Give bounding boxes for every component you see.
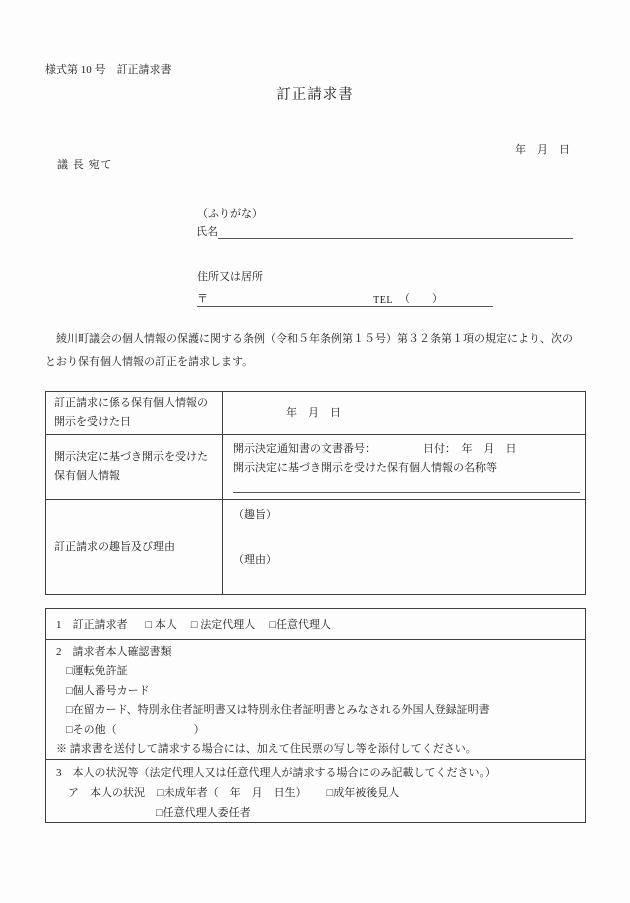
name-label: 氏名 xyxy=(196,226,218,238)
table-row xyxy=(46,500,586,595)
reason-label: （理由） xyxy=(233,554,277,566)
postal-mark: 〒 xyxy=(197,293,208,305)
address-label: 住所又は居所 xyxy=(197,271,263,283)
checkbox-option-my-number-card: □個人番号カード xyxy=(66,684,150,697)
checkbox-option-minor: □未成年者（ 年 月 日生） xyxy=(157,787,307,799)
tel-label: TEL xyxy=(373,295,393,306)
disclosure-date-value: 年 月 日 xyxy=(223,392,586,435)
date-line: 年 月 日 xyxy=(515,144,570,156)
checkbox-option-residence-card: □在留カード、特別永住者証明書又は特別永住者証明書とみなされる外国人登録証明書 xyxy=(66,704,490,717)
purport-reason-cell xyxy=(223,500,586,595)
declaration-line-1: 綾川町議会の個人情報の保護に関する条例（令和５年条例第１５号）第３２条第１項の規定により、次の xyxy=(45,333,573,345)
postal-tel-field xyxy=(197,290,493,307)
page-title: 訂正請求書 xyxy=(276,87,354,103)
doc-number-line xyxy=(233,440,575,459)
principal-status-row xyxy=(46,760,585,822)
checkbox-option-voluntary-delegator: □任意代理人委任者 xyxy=(156,807,251,819)
info-name-label: 開示決定に基づき開示を受けた保有個人情報の名称等 xyxy=(233,462,497,474)
checkbox-option-other: □その他（ ） xyxy=(66,723,205,736)
identity-documents-title: 2 請求者本人確認書類 xyxy=(56,646,172,658)
declaration-line-2: とおり保有個人情報の訂正を請求します。 xyxy=(45,355,254,368)
declaration-paragraph xyxy=(45,328,590,373)
addressee-line: 議 長 宛て xyxy=(57,159,113,171)
principal-status-sub-label: ア 本人の状況 xyxy=(68,787,145,799)
checkbox-option-adult-ward: □成年被後見人 xyxy=(326,787,400,799)
requester-type-row xyxy=(46,609,585,640)
disclosed-info-cell xyxy=(223,435,586,500)
tel-blank: （ ） xyxy=(399,293,443,305)
disclosed-info-label: 開示決定に基づき開示を受けた保有個人情報 xyxy=(46,435,223,500)
principal-status-title: 3 本人の状況等（法定代理人又は任意代理人が請求する場合にのみ記載してください。） xyxy=(56,767,496,779)
checkbox-option-voluntary-representative: □任意代理人 xyxy=(269,619,331,631)
name-blank-line xyxy=(218,222,573,239)
checkbox-option-self: □ 本人 xyxy=(145,619,177,631)
table-row xyxy=(46,392,586,435)
checkbox-option-legal-representative: □ 法定代理人 xyxy=(190,619,256,631)
table-row xyxy=(46,435,586,500)
name-field xyxy=(196,222,573,239)
request-details-table xyxy=(45,391,586,595)
requester-type-label: 1 訂正請求者 xyxy=(56,619,128,631)
form-number: 様式第 10 号 訂正請求書 xyxy=(45,64,172,76)
checkbox-option-drivers-license: □運転免許証 xyxy=(66,665,128,678)
doc-date-label: 日付： 年 月 日 xyxy=(423,443,517,455)
doc-number-label: 開示決定通知書の文書番号： xyxy=(233,443,376,455)
identity-documents-row xyxy=(46,640,585,760)
requester-info-table xyxy=(45,608,586,823)
purport-label: （趣旨） xyxy=(233,509,277,521)
disclosure-date-label: 訂正請求に係る保有個人情報の開示を受けた日 xyxy=(46,392,223,435)
furigana-label: （ふりがな） xyxy=(197,208,263,220)
purport-reason-label: 訂正請求の趣旨及び理由 xyxy=(46,500,223,595)
mailing-note: ※ 請求書を送付して請求する場合には、加えて住民票の写し等を添付してください。 xyxy=(56,743,477,756)
principal-status-options xyxy=(56,783,577,803)
info-name-blank-line xyxy=(233,492,580,493)
